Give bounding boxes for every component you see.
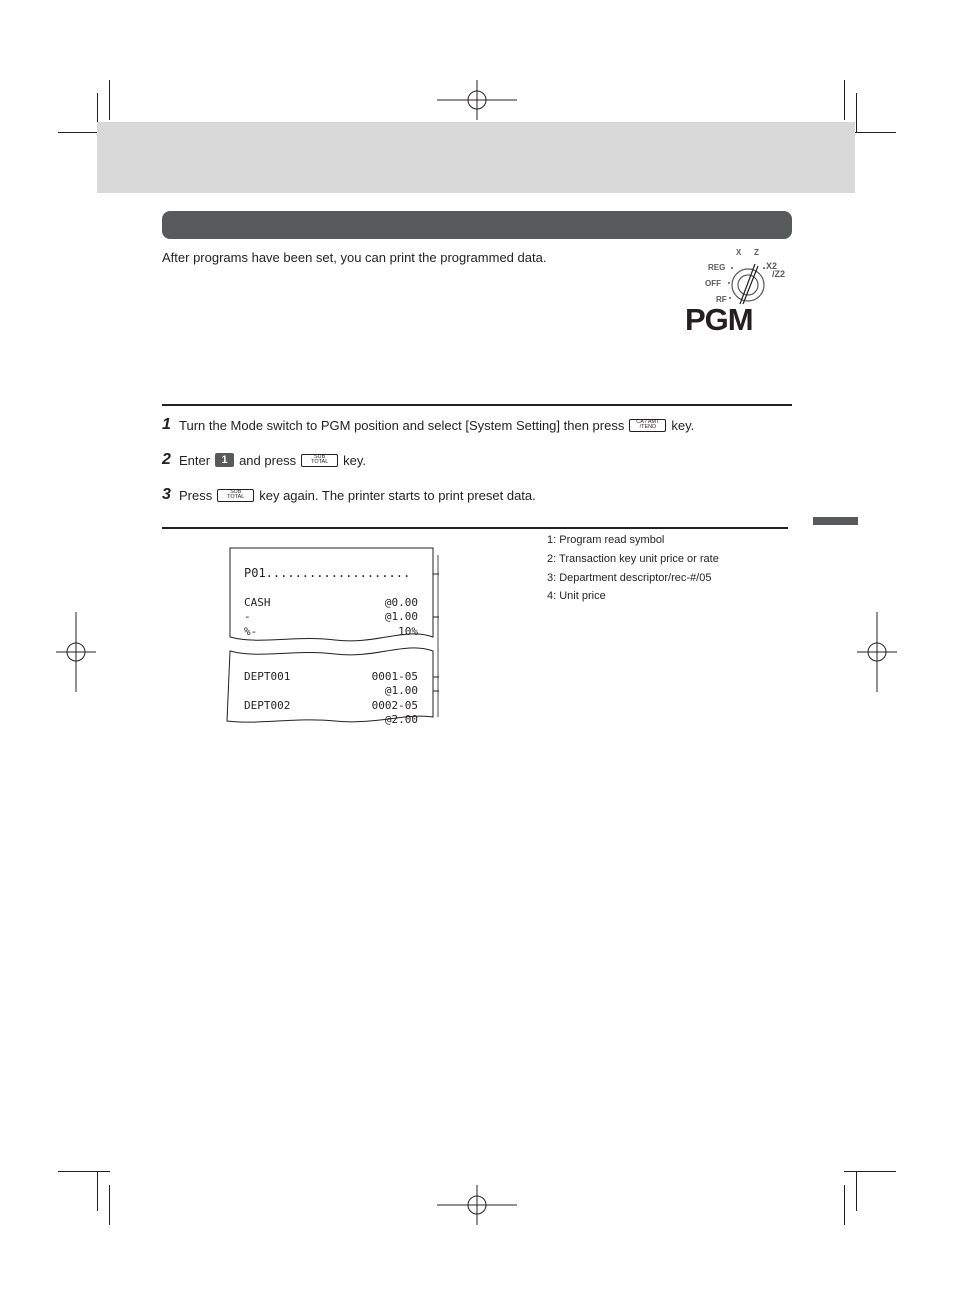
- step-2: [162, 451, 366, 469]
- key-label-bottom: TOTAL: [311, 459, 329, 465]
- registration-mark: [857, 612, 897, 692]
- key-label-bottom: /TEND: [639, 424, 657, 430]
- procedure-rule: [162, 404, 792, 406]
- legend-item: 2: Transaction key unit price or rate: [547, 553, 719, 565]
- mode-label-rf: RF: [716, 295, 727, 304]
- mode-pgm-label: PGM: [685, 302, 753, 337]
- step-text: key again. The printer starts to print preset data.: [259, 487, 536, 503]
- receipt-row-value: 0001-05: [371, 670, 418, 683]
- crop-mark: [844, 1185, 845, 1225]
- ca-amt-tend-key-icon: [629, 419, 666, 432]
- receipt-row-value: @2.00: [384, 713, 418, 726]
- receipt-row-value: @0.00: [384, 596, 418, 609]
- receipt-row-label: %-: [244, 625, 258, 638]
- mode-label-reg: REG: [708, 263, 726, 272]
- receipt-row-label: DEPT001: [244, 670, 291, 683]
- crop-mark: [856, 93, 857, 133]
- step-text: key.: [671, 417, 695, 433]
- registration-mark: [56, 612, 96, 692]
- key-label-bottom: TOTAL: [227, 494, 245, 500]
- receipt-row-label: -: [244, 610, 251, 623]
- mode-switch-illustration: [685, 246, 795, 341]
- step-text: Turn the Mode switch to PGM position and select [System Setting] then press: [179, 417, 625, 433]
- crop-mark: [844, 1171, 896, 1172]
- mode-label-z: Z: [754, 248, 759, 257]
- crop-mark: [109, 1185, 110, 1225]
- step-number: 1: [162, 416, 171, 433]
- mode-label-off: OFF: [705, 279, 721, 288]
- receipt-row-label: CASH: [244, 596, 271, 609]
- receipt-row-label: DEPT002: [244, 699, 291, 712]
- mode-label-x2: X2: [766, 261, 778, 271]
- legend-item: 1: Program read symbol: [547, 534, 665, 546]
- key-label-top: SUB: [230, 488, 242, 495]
- subtotal-key-icon: [217, 489, 254, 502]
- mode-label-z2: /Z2: [772, 269, 786, 279]
- key-label-top: SUB: [314, 453, 326, 460]
- print-section-rule: [162, 527, 788, 529]
- registration-mark: [437, 80, 517, 120]
- crop-mark: [856, 1171, 857, 1211]
- receipt-row-value: 0002-05: [371, 699, 418, 712]
- numeric-key-icon: 1: [215, 453, 234, 467]
- mode-label-x: X: [736, 248, 742, 257]
- receipt-row-value: 10%: [398, 625, 418, 638]
- step-3: [162, 486, 536, 504]
- header-band: [97, 122, 855, 193]
- intro-text: After programs have been set, you can print the programmed data.: [162, 250, 547, 265]
- step-text: Enter: [179, 452, 211, 468]
- step-number: 3: [162, 486, 171, 503]
- legend-item: 3: Department descriptor/rec-#/05: [547, 572, 712, 584]
- receipt-row-value: @1.00: [384, 610, 418, 623]
- registration-mark: [437, 1185, 517, 1225]
- legend-item: 4: Unit price: [547, 590, 606, 602]
- crop-mark: [58, 1171, 110, 1172]
- receipt-symbol: P01....................: [244, 566, 411, 580]
- section-bar: [162, 211, 792, 239]
- step-number: 2: [162, 451, 171, 468]
- subtotal-key-icon: [301, 454, 338, 467]
- side-tab: [813, 517, 858, 525]
- key-label-top: CA / AMT: [636, 418, 660, 425]
- crop-mark: [97, 1171, 98, 1211]
- step-text: key.: [343, 452, 367, 468]
- step-1: [162, 416, 694, 434]
- receipt-row-value: @1.00: [384, 684, 418, 697]
- step-text: and press: [239, 452, 297, 468]
- crop-mark: [109, 80, 110, 120]
- crop-mark: [844, 80, 845, 120]
- step-text: Press: [179, 487, 213, 503]
